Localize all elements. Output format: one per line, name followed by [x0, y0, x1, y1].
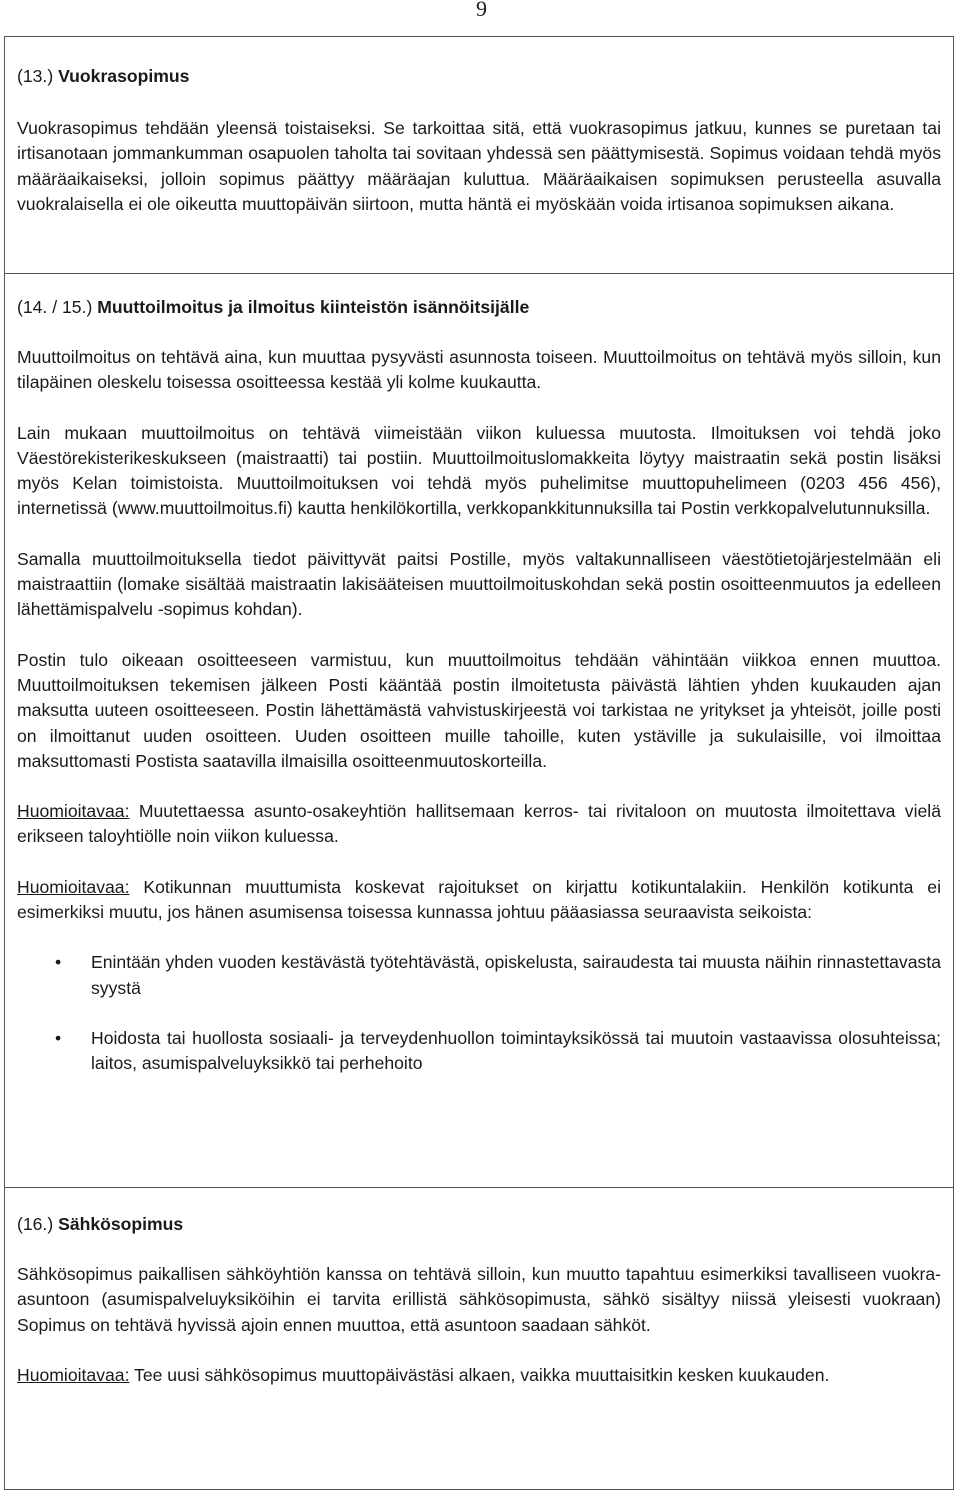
section-number: (14. / 15.) — [17, 297, 93, 317]
section-heading — [17, 295, 941, 320]
section-number: (16.) — [17, 1214, 54, 1234]
list-item-text: Enintään yhden vuoden kestävästä työtehtävästä, opiskelusta, sairaudesta tai muusta näihin rinnastettavasta syystä — [91, 952, 941, 998]
note-label: Huomioitavaa: — [17, 876, 130, 897]
section-title: Vuokrasopimus — [58, 66, 190, 86]
note-paragraph — [17, 799, 941, 850]
section-divider — [5, 1187, 953, 1188]
section-sahkosopimus — [5, 1212, 953, 1388]
bullet-list — [17, 950, 941, 1076]
note-text: Tee uusi sähkösopimus muuttopäivästäsi alkaen, vaikka muuttaisitkin kesken kuukauden. — [129, 1364, 830, 1385]
section-heading — [17, 64, 941, 89]
section-divider — [5, 273, 953, 274]
note-text: Kotikunnan muuttumista koskevat rajoitukset on kirjattu kotikuntalakiin. Henkilön kotikunta ei esimerkiksi muutu, jos hänen asumisensa toisessa kunnassa johtuu pääasiassa seuraavista seikoista: — [17, 876, 941, 923]
note-text: Muutettaessa asunto-osakeyhtiön hallitsemaan kerros- tai rivitaloon on muutosta ilmoitettava vielä erikseen taloyhtiölle noin viikon kuluessa. — [17, 801, 941, 847]
note-label: Huomioitavaa: — [17, 801, 130, 822]
list-item — [17, 950, 941, 1001]
bullet-icon: • — [55, 952, 62, 973]
paragraph: Sähkösopimus paikallisen sähköyhtiön kanssa on tehtävä silloin, kun muutto tapahtuu esimerkiksi tavalliseen vuokra-asuntoon (asumispalveluyksiköihin ei tarvita erillistä sähkösopimusta, sähkö sisältyy niissä yleisesti vuokraan) Sopimus on tehtävä hyvissä ajoin ennen muuttoa, että asuntoon saadaan sähköt. — [17, 1264, 941, 1335]
paragraph: Samalla muuttoilmoituksella tiedot päivittyvät paitsi Postille, myös valtakunnalliseen väestötietojärjestelmään eli maistraattiin (lomake sisältää maistraatin lakisääteisen muuttoilmoituskohdan sekä postin osoitteenmuutos ja edelleen lähettämispalvelu -sopimus kohdan). — [17, 548, 941, 620]
page-number: 9 — [476, 0, 487, 21]
bullet-icon: • — [55, 1027, 62, 1048]
paragraph: Muuttoilmoitus on tehtävä aina, kun muuttaa pysyvästi asunnosta toiseen. Muuttoilmoitus on tehtävä myös silloin, kun tilapäinen oleskelu toisessa osoitteessa kestää yli kolme kuukautta. — [17, 347, 941, 393]
section-heading — [17, 1212, 941, 1237]
content-frame — [4, 36, 954, 1490]
section-vuokrasopimus — [5, 64, 953, 217]
paragraph: Postin tulo oikeaan osoitteeseen varmistuu, kun muuttoilmoitus tehdään vähintään viikkoa ennen muuttoa. Muuttoilmoituksen tekemisen jälkeen Posti kääntää postin ilmoitetusta päivästä lähtien yhden kuukauden ajan maksutta uuteen osoitteeseen. Postin lähettämästä vahvistuskirjeestä voi tarkistaa ne yritykset ja yhteisöt, joille posti on ilmoittanut uuden osoitteen. Uuden osoitteen muille tahoille, kuten ystäville ja sukulaisille, voi ilmoittaa maksuttomasti Postista saatavilla ilmaisilla osoitteenmuutoskorteilla. — [17, 649, 941, 771]
list-item-text: Hoidosta tai huollosta sosiaali- ja terveydenhuollon toimintayksikössä tai muutoin vastaavissa olosuhteissa; laitos, asumispalveluyksikkö tai perhehoito — [91, 1027, 941, 1074]
note-paragraph — [17, 1363, 941, 1388]
section-title: Sähkösopimus — [58, 1214, 184, 1234]
section-title: Muuttoilmoitus ja ilmoitus kiinteistön isännöitsijälle — [97, 297, 530, 317]
section-number: (13.) — [17, 66, 54, 86]
paragraph: Vuokrasopimus tehdään yleensä toistaiseksi. Se tarkoittaa sitä, että vuokrasopimus jatkuu, kunnes se puretaan tai irtisanotaan jommankumman osapuolen taholta tai sovitaan yhdessä sen päättymisestä. Sopimus voidaan tehdä myös määräaikaiseksi, jolloin sopimus päättyy määräajan kuluttua. Määräaikaisen sopimuksen perusteella asuvalla vuokralaisella ei ole oikeutta muuttopäivän siirtoon, mutta häntä ei myöskään voida irtisanoa sopimuksen aikana. — [17, 118, 941, 214]
note-paragraph — [17, 875, 941, 926]
note-label: Huomioitavaa: — [17, 1364, 130, 1385]
list-item — [17, 1026, 941, 1077]
section-muuttoilmoitus — [5, 295, 953, 1077]
paragraph: Lain mukaan muuttoilmoitus on tehtävä viimeistään viikon kuluessa muutosta. Ilmoituksen voi tehdä joko Väestörekisterikeskukseen (maistraatti) tai postiin. Muuttoilmoituslomakkeita löytyy maistraatin sekä postin lisäksi myös Kelan toimistoista. Muuttoilmoituksen voi tehdä myös puhelimitse muuttopuhelimeen (0203 456 456), internetissä (www.muuttoilmoitus.fi) kautta henkilökortilla, verkkopankkitunnuksilla tai Postin verkkopalvelutunnuksilla. — [17, 422, 941, 519]
